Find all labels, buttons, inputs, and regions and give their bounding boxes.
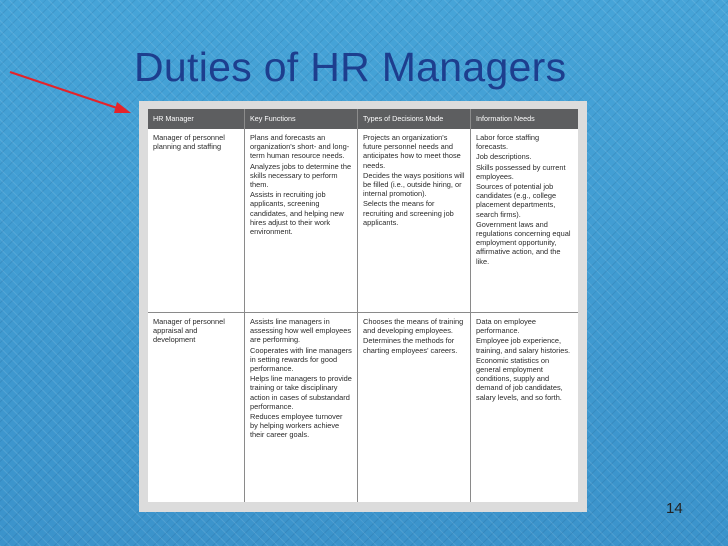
decisions-cell [358, 313, 471, 502]
cell-text: Chooses the means of training and developing employees. [363, 317, 464, 336]
information-cell [471, 313, 577, 502]
table-row [148, 129, 578, 313]
cell-text: Manager of personnel planning and staffing [153, 133, 225, 152]
slide-number: 14 [666, 500, 683, 517]
cell-text: Assists line managers in assessing how well employees are performing. [250, 317, 352, 345]
header-decisions: Types of Decisions Made [358, 109, 471, 129]
cell-text: Assists in recruiting job applicants, screening candidates, and helping new hires adjust to their work environment. [250, 190, 344, 237]
decisions-cell [358, 129, 471, 312]
hr-duties-table [139, 101, 587, 512]
table-header-row [148, 109, 578, 129]
information-cell [471, 129, 577, 312]
header-information-needs: Information Needs [476, 114, 535, 123]
functions-cell [245, 313, 358, 502]
cell-text: Plans and forecasts an organization's short- and long-term human resource needs. [250, 133, 350, 161]
manager-cell [148, 129, 245, 312]
cell-text: Data on employee performance. [476, 317, 536, 336]
cell-text: Selects the means for recruiting and screening job applicants. [363, 199, 454, 227]
cell-text: Economic statistics on general employment conditions, supply and demand of job candidates, salary levels, and so forth. [476, 355, 563, 402]
table-row [148, 313, 578, 502]
manager-cell [148, 313, 245, 502]
cell-text: Determines the methods for charting employees' careers. [363, 336, 458, 355]
cell-text: Manager of personnel appraisal and development [153, 317, 225, 345]
cell-text: Decides the ways positions will be filled (i.e., outside hiring, or internal promotion). [363, 170, 465, 199]
slide-title: Duties of HR Managers [134, 44, 567, 90]
header-hr-manager: HR Manager [148, 109, 245, 129]
header-key-functions: Key Functions [245, 109, 358, 129]
cell-text: Skills possessed by current employees. [476, 162, 566, 181]
functions-cell [245, 129, 358, 312]
cell-text: Projects an organization's future personnel needs and anticipates how to meet those needs. [363, 133, 461, 170]
cell-text: Government laws and regulations concerning equal employment opportunity, affirmative action, and the like. [476, 219, 571, 266]
cell-text: Job descriptions. [476, 152, 532, 162]
cell-text: Sources of potential job candidates (e.g., college placement departments, search firms). [476, 182, 557, 219]
cell-text: Analyzes jobs to determine the skills necessary to perform them. [250, 161, 352, 190]
cell-text: Employee job experience, training, and salary histories. [476, 336, 571, 355]
cell-text: Reduces employee turnover by helping workers achieve their career goals. [250, 412, 343, 440]
cell-text: Helps line managers to provide training or take disciplinary action in cases of substandard performance. [250, 374, 352, 411]
cell-text: Labor force staffing forecasts. [476, 133, 540, 152]
table-body [148, 109, 578, 502]
cell-text: Cooperates with line managers in setting rewards for good performance. [250, 345, 352, 374]
